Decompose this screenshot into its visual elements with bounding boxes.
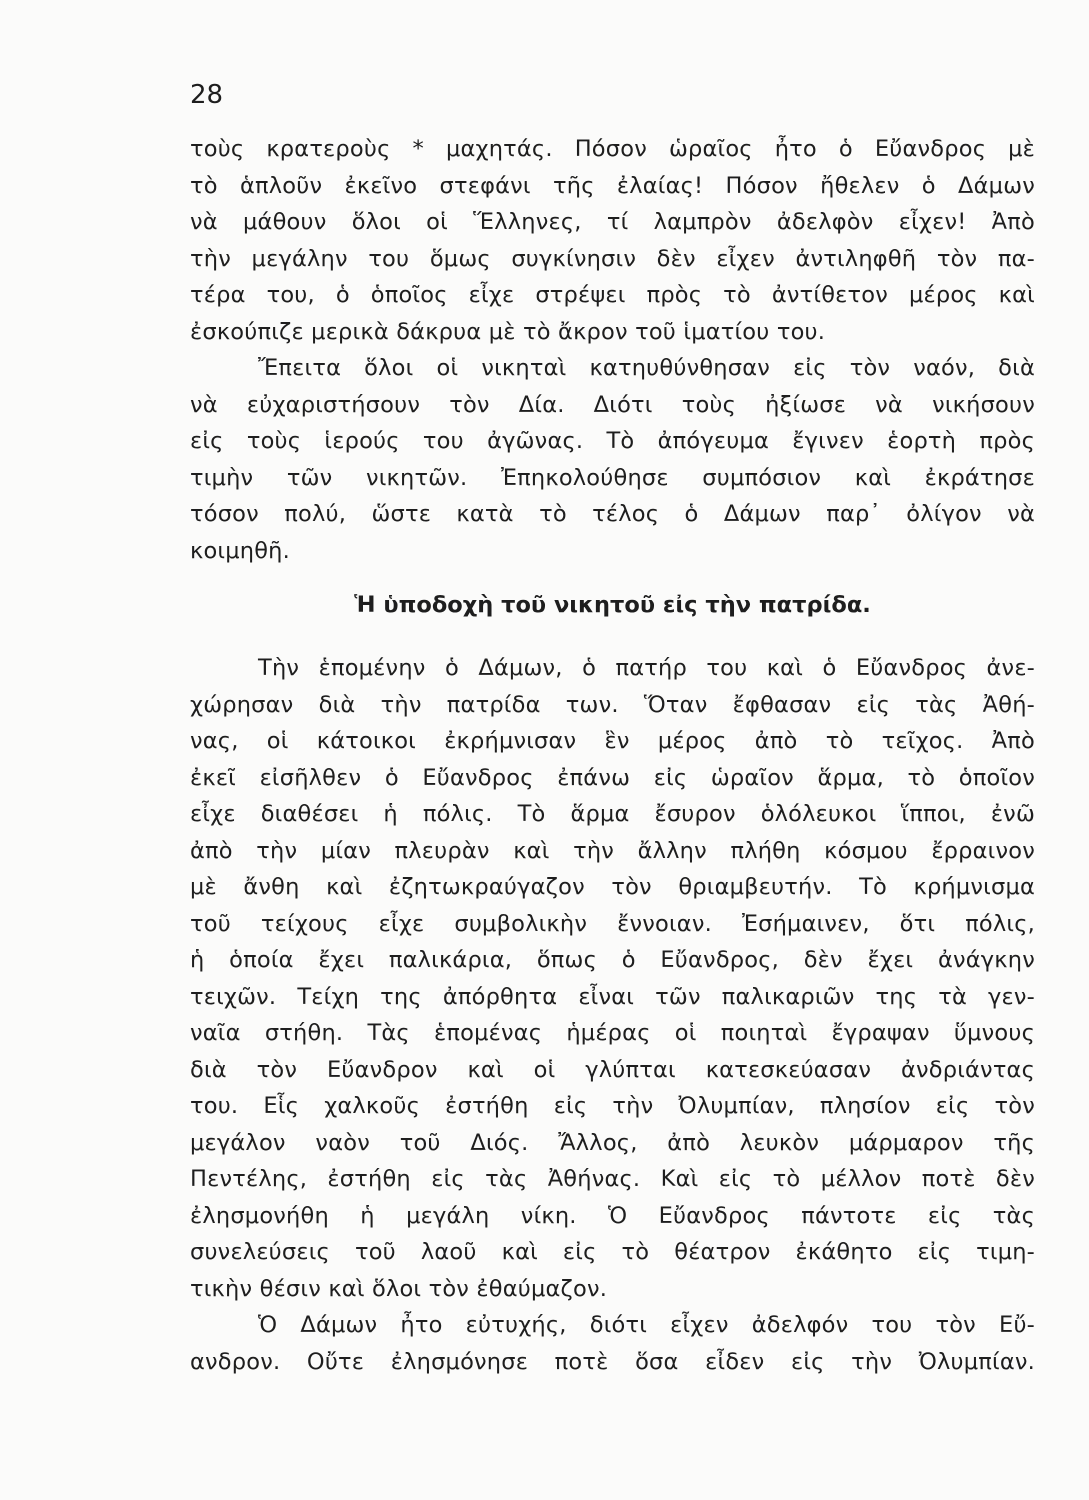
text-line: νὰ εὐχαριστήσουν τὸν Δία. Διότι τοὺς ἠξίωσε νὰ νικήσουν — [190, 391, 1035, 418]
text-line: Ἔπειτα ὅλοι οἱ νικηταὶ κατηυθύνθησαν εἰς τὸν ναόν, διὰ — [258, 355, 1035, 381]
text-line: νὰ μάθουν ὅλοι οἱ Ἕλληνες, τί λαμπρὸν ἀδελφὸν εἶχεν! Ἀπὸ — [190, 209, 1035, 235]
text-line: τέρα του, ὁ ὁποῖος εἶχε στρέψει πρὸς τὸ ἀντίθετον μέρος καὶ — [190, 282, 1035, 308]
text-line: ἀπὸ τὴν μίαν πλευρὰν καὶ τὴν ἄλλην πλήθη κόσμου ἔρραινον — [190, 837, 1035, 864]
text-line: διὰ τὸν Εὔανδρον καὶ οἱ γλύπται κατεσκεύασαν ἀνδριάντας — [190, 1056, 1035, 1083]
text-line: ανδρον. Οὔτε ἐλησμόνησε ποτὲ ὅσα εἶδεν εἰς τὴν Ὀλυμπίαν. — [190, 1348, 1035, 1375]
text-line: τὴν μεγάλην του ὅμως συγκίνησιν δὲν εἶχεν ἀντιληφθῆ τὸν πα- — [190, 245, 1035, 272]
text-line: χώρησαν διὰ τὴν πατρίδα των. Ὅταν ἔφθασαν εἰς τὰς Ἀθή- — [190, 691, 1035, 718]
text-line: τικὴν θέσιν καὶ ὅλοι τὸν ἐθαύμαζον. — [190, 1275, 608, 1302]
text-line: ἐκεῖ εἰσῆλθεν ὁ Εὔανδρος ἐπάνω εἰς ὡραῖον ἅρμα, τὸ ὁποῖον — [190, 764, 1035, 791]
text-line: τιμὴν τῶν νικητῶν. Ἐπηκολούθησε συμπόσιον καὶ ἐκράτησε — [190, 464, 1035, 491]
section-heading: Ἡ ὑποδοχὴ τοῦ νικητοῦ εἰς τὴν πατρίδα. — [354, 592, 871, 618]
paragraph-1 — [190, 131, 1035, 569]
text-line: συνελεύσεις τοῦ λαοῦ καὶ εἰς τὸ θέατρον ἐκάθητο εἰς τιμη- — [190, 1239, 1035, 1265]
text-line: ἐλησμονήθη ἡ μεγάλη νίκη. Ὁ Εὔανδρος πάντοτε εἰς τὰς — [190, 1202, 1035, 1229]
text-line: τοὺς κρατεροὺς * μαχητάς. Πόσον ὡραῖος ἦτο ὁ Εὔανδρος μὲ — [190, 136, 1035, 162]
text-line: τόσον πολύ, ὥστε κατὰ τὸ τέλος ὁ Δάμων παρ᾿ ὀλίγον νὰ — [190, 501, 1035, 527]
text-line: ναῖα στήθη. Τὰς ἑπομένας ἡμέρας οἱ ποιηταὶ ἔγραψαν ὕμνους — [190, 1020, 1035, 1046]
text-line: Πεντέλης, ἐστήθη εἰς τὰς Ἀθήνας. Καὶ εἰς τὸ μέλλον ποτὲ δὲν — [190, 1166, 1035, 1192]
text-line: ἐσκούπιζε μερικὰ δάκρυα μὲ τὸ ἄκρον τοῦ ἱματίου του. — [190, 318, 826, 345]
text-line: τειχῶν. Τείχη της ἀπόρθητα εἶναι τῶν παλικαριῶν της τὰ γεν- — [190, 983, 1035, 1010]
text-line: ἡ ὁποία ἔχει παλικάρια, ὅπως ὁ Εὔανδρος, δὲν ἔχει ἀνάγκην — [190, 947, 1035, 973]
text-line: μεγάλον ναὸν τοῦ Διός. Ἄλλος, ἀπὸ λευκὸν μάρμαρον τῆς — [190, 1129, 1035, 1156]
text-line: Τὴν ἑπομένην ὁ Δάμων, ὁ πατήρ του καὶ ὁ Εὔανδρος ἀνε- — [258, 655, 1035, 681]
paragraph-2 — [190, 650, 1035, 1380]
text-line: τοῦ τείχους εἶχε συμβολικὴν ἔννοιαν. Ἐσήμαινεν, ὅτι πόλις, — [190, 910, 1035, 937]
text-line: κοιμηθῆ. — [190, 537, 290, 564]
page-number: 28 — [190, 80, 224, 110]
text-line: εἰς τοὺς ἱερούς του ἀγῶνας. Τὸ ἀπόγευμα ἔγινεν ἑορτὴ πρὸς — [190, 428, 1035, 454]
text-line: τὸ ἁπλοῦν ἐκεῖνο στεφάνι τῆς ἐλαίας! Πόσον ἤθελεν ὁ Δάμων — [190, 172, 1035, 199]
text-line: εἶχε διαθέσει ἡ πόλις. Τὸ ἅρμα ἔσυρον ὁλόλευκοι ἵπποι, ἐνῶ — [190, 801, 1035, 827]
text-line: Ὁ Δάμων ἦτο εὐτυχής, διότι εἶχεν ἀδελφόν του τὸν Εὔ- — [258, 1312, 1035, 1338]
text-line: νας, οἱ κάτοικοι ἐκρήμνισαν ἓν μέρος ἀπὸ τὸ τεῖχος. Ἀπὸ — [190, 728, 1035, 754]
text-line: μὲ ἄνθη καὶ ἐζητωκραύγαζον τὸν θριαμβευτήν. Τὸ κρήμνισμα — [190, 874, 1035, 900]
text-line: του. Εἷς χαλκοῦς ἐστήθη εἰς τὴν Ὀλυμπίαν, πλησίον εἰς τὸν — [190, 1093, 1035, 1119]
